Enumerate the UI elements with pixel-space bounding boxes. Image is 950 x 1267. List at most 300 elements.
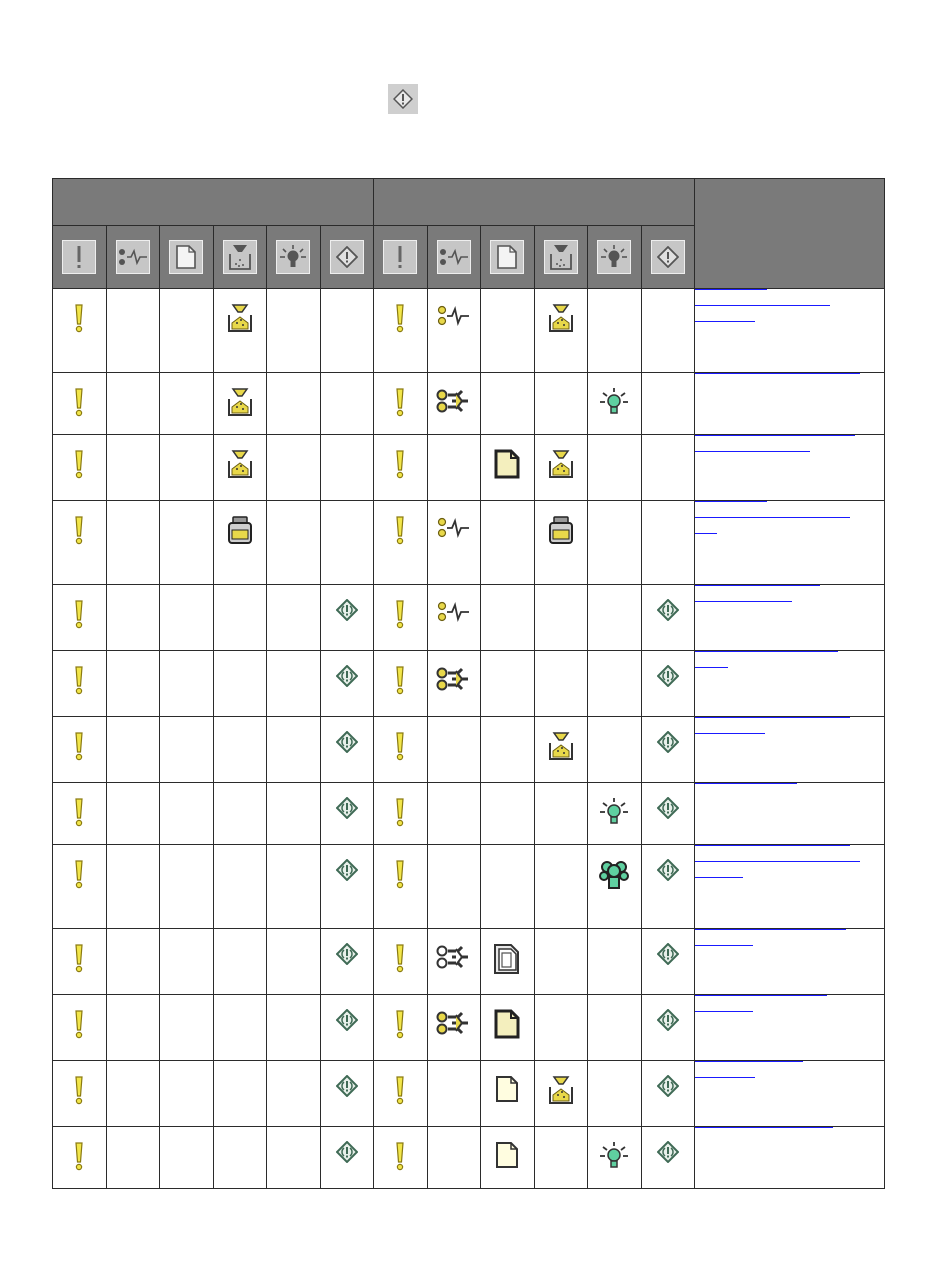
header-page-right: [481, 226, 535, 289]
table-cell: [267, 929, 321, 995]
link-cell[interactable]: [695, 585, 885, 651]
link[interactable]: [695, 651, 838, 652]
table-cell: [374, 845, 428, 929]
table-cell: [53, 1127, 107, 1189]
table-cell: [427, 585, 481, 651]
table-cell: [374, 1127, 428, 1189]
table-cell: [320, 373, 374, 435]
table-cell: [374, 1061, 428, 1127]
header-bulb-left: [267, 226, 321, 289]
table-cell: [320, 289, 374, 373]
signal-icon: [437, 599, 471, 630]
table-cell: [267, 995, 321, 1061]
diamond-icon: [657, 1009, 679, 1036]
table-cell: [213, 783, 267, 845]
table-cell: [427, 1061, 481, 1127]
table-cell: [534, 783, 588, 845]
table-cell: [641, 435, 695, 501]
warning-icon: [72, 515, 86, 550]
link-cell[interactable]: [695, 929, 885, 995]
table-cell: [588, 783, 642, 845]
table-cell: [267, 585, 321, 651]
table-cell: [320, 845, 374, 929]
table-cell: [160, 783, 214, 845]
table-row: [53, 929, 885, 995]
header-diamond-right: [641, 226, 695, 289]
table-cell: [481, 289, 535, 373]
warning-icon: [393, 943, 407, 978]
header-exclamation-left: [53, 226, 107, 289]
link[interactable]: [695, 435, 855, 436]
table-row: [53, 585, 885, 651]
table-cell: [267, 845, 321, 929]
table-cell: [53, 845, 107, 929]
warning-icon: [72, 599, 86, 634]
table-cell: [534, 1061, 588, 1127]
warning-icon: [72, 797, 86, 832]
table-cell: [160, 289, 214, 373]
header-group-left: [53, 179, 374, 226]
table-cell: [534, 585, 588, 651]
link[interactable]: [695, 451, 810, 452]
warning-icon: [72, 387, 86, 422]
table-cell: [641, 651, 695, 717]
table-cell: [427, 1127, 481, 1189]
warning-icon: [72, 1009, 86, 1044]
table-cell: [481, 845, 535, 929]
table-cell: [320, 501, 374, 585]
table-cell: [427, 501, 481, 585]
table-cell: [641, 845, 695, 929]
bulb-icon: [599, 797, 629, 832]
link-cell[interactable]: [695, 435, 885, 501]
link[interactable]: [695, 667, 728, 668]
table-cell: [106, 929, 160, 995]
table-cell: [213, 373, 267, 435]
signal-icon: [437, 303, 471, 334]
bulb-icon: [599, 1141, 629, 1176]
diamond-icon: [336, 1075, 358, 1102]
status-table: [52, 178, 885, 1189]
warning-icon: [72, 859, 86, 894]
table-cell: [53, 373, 107, 435]
table-cell: [160, 1061, 214, 1127]
table-cell: [427, 929, 481, 995]
table-cell: [588, 1127, 642, 1189]
header-exclamation-right: [374, 226, 428, 289]
table-cell: [320, 1061, 374, 1127]
table-cell: [374, 435, 428, 501]
table-cell: [213, 289, 267, 373]
warning-icon: [393, 1075, 407, 1110]
diamond-icon: [657, 943, 679, 970]
link[interactable]: [695, 501, 767, 502]
table-cell: [106, 845, 160, 929]
table-cell: [160, 995, 214, 1061]
table-cell: [534, 717, 588, 783]
table-cell: [53, 651, 107, 717]
table-cell: [53, 783, 107, 845]
toner-icon: [227, 303, 253, 338]
table-cell: [534, 845, 588, 929]
table-cell: [374, 585, 428, 651]
table-cell: [160, 717, 214, 783]
fan-bulb-icon: [598, 859, 630, 896]
table-cell: [160, 435, 214, 501]
table-cell: [106, 501, 160, 585]
header-bulb-right: [588, 226, 642, 289]
table-cell: [588, 929, 642, 995]
table-cell: [588, 717, 642, 783]
warning-icon: [72, 1075, 86, 1110]
table-cell: [106, 651, 160, 717]
link-cell[interactable]: [695, 717, 885, 783]
table-row: [53, 1127, 885, 1189]
table-cell: [213, 845, 267, 929]
table-cell: [427, 651, 481, 717]
table-cell: [267, 717, 321, 783]
table-cell: [53, 501, 107, 585]
table-cell: [641, 995, 695, 1061]
table-cell: [267, 783, 321, 845]
toner-icon: [548, 731, 574, 766]
link[interactable]: [695, 1127, 833, 1128]
warning-icon: [72, 1141, 86, 1176]
table-cell: [53, 289, 107, 373]
signal-icon: [437, 240, 471, 274]
warning-icon: [393, 797, 407, 832]
table-cell: [374, 995, 428, 1061]
warning-icon: [72, 303, 86, 338]
page-bold-icon: [493, 1009, 521, 1044]
table-cell: [374, 717, 428, 783]
link[interactable]: [695, 929, 846, 930]
warning-icon: [72, 449, 86, 484]
table-cell: [534, 651, 588, 717]
table-cell: [320, 435, 374, 501]
table-cell: [374, 783, 428, 845]
table-cell: [267, 501, 321, 585]
table-cell: [641, 501, 695, 585]
table-cell: [213, 651, 267, 717]
table-cell: [481, 1127, 535, 1189]
link[interactable]: [695, 717, 850, 718]
link[interactable]: [695, 995, 827, 996]
link-cell[interactable]: [695, 1127, 885, 1189]
table-cell: [213, 1061, 267, 1127]
table-cell: [427, 373, 481, 435]
table-cell: [427, 435, 481, 501]
link[interactable]: [695, 877, 743, 878]
table-cell: [320, 717, 374, 783]
table-cell: [588, 995, 642, 1061]
table-cell: [160, 845, 214, 929]
header-signal-right: [427, 226, 481, 289]
table-cell: [534, 501, 588, 585]
header-links-column: [695, 179, 885, 289]
header-diamond-left: [320, 226, 374, 289]
menu-diamond-icon: [388, 84, 418, 114]
table-cell: [641, 289, 695, 373]
table-cell: [213, 435, 267, 501]
table-cell: [374, 929, 428, 995]
ink-icon: [547, 515, 575, 550]
table-cell: [588, 435, 642, 501]
link[interactable]: [695, 1011, 753, 1012]
table-cell: [481, 651, 535, 717]
signal-icon: [116, 240, 150, 274]
table-cell: [267, 289, 321, 373]
table-cell: [106, 585, 160, 651]
link[interactable]: [695, 733, 765, 734]
table-cell: [160, 929, 214, 995]
header-toner-right: [534, 226, 588, 289]
table-cell: [374, 501, 428, 585]
exclamation-icon: [383, 240, 417, 274]
diamond-icon: [657, 1075, 679, 1102]
table-row: [53, 373, 885, 435]
table-cell: [53, 1061, 107, 1127]
table-cell: [481, 373, 535, 435]
table-cell: [160, 373, 214, 435]
warning-icon: [393, 449, 407, 484]
link-cell[interactable]: [695, 289, 885, 373]
table-cell: [481, 717, 535, 783]
table-cell: [534, 435, 588, 501]
diamond-icon: [336, 943, 358, 970]
warning-icon: [393, 303, 407, 338]
table-cell: [213, 501, 267, 585]
toner-icon: [548, 303, 574, 338]
toner-icon: [227, 387, 253, 422]
diamond-icon: [336, 797, 358, 824]
header-toner-left: [213, 226, 267, 289]
link[interactable]: [695, 1077, 755, 1078]
page-icon: [169, 240, 203, 274]
table-cell: [481, 1061, 535, 1127]
table-cell: [106, 435, 160, 501]
table-cell: [106, 289, 160, 373]
table-cell: [481, 501, 535, 585]
table-cell: [641, 783, 695, 845]
table-cell: [641, 929, 695, 995]
table-cell: [53, 929, 107, 995]
diamond-icon: [336, 859, 358, 886]
table-cell: [267, 651, 321, 717]
link-cell[interactable]: [695, 373, 885, 435]
table-row: [53, 783, 885, 845]
table-cell: [588, 501, 642, 585]
table-cell: [267, 1061, 321, 1127]
table-cell: [160, 1127, 214, 1189]
link[interactable]: [695, 289, 767, 290]
link-cell[interactable]: [695, 651, 885, 717]
pages-icon: [492, 943, 522, 980]
table-cell: [588, 1061, 642, 1127]
table-cell: [641, 1061, 695, 1127]
toner-icon: [548, 1075, 574, 1110]
diamond-icon: [657, 1141, 679, 1168]
link-cell[interactable]: [695, 995, 885, 1061]
table-cell: [374, 289, 428, 373]
table-cell: [213, 585, 267, 651]
table-cell: [481, 585, 535, 651]
table-cell: [534, 929, 588, 995]
table-cell: [213, 1127, 267, 1189]
toner-icon: [544, 240, 578, 274]
diamond-icon: [336, 1009, 358, 1036]
link[interactable]: [695, 601, 792, 602]
table-row: [53, 717, 885, 783]
diamond-icon: [657, 665, 679, 692]
table-cell: [53, 585, 107, 651]
table-cell: [320, 783, 374, 845]
table-row: [53, 435, 885, 501]
diamond-icon: [336, 599, 358, 626]
table-row: [53, 651, 885, 717]
table-cell: [106, 1061, 160, 1127]
table-cell: [641, 585, 695, 651]
table-row: [53, 845, 885, 929]
table-cell: [213, 717, 267, 783]
warning-icon: [393, 1009, 407, 1044]
link[interactable]: [695, 305, 830, 306]
link-cell[interactable]: [695, 783, 885, 845]
diamond-icon: [657, 797, 679, 824]
signal-fan-icon: [436, 387, 472, 420]
table-row: [53, 995, 885, 1061]
warning-icon: [393, 859, 407, 894]
bulb-icon: [599, 387, 629, 422]
page-bold-icon: [493, 449, 521, 484]
table-cell: [160, 501, 214, 585]
table-cell: [106, 1127, 160, 1189]
table-cell: [534, 373, 588, 435]
table-cell: [481, 435, 535, 501]
toner-icon: [223, 240, 257, 274]
link[interactable]: [695, 321, 755, 322]
table-cell: [320, 929, 374, 995]
table-cell: [641, 1127, 695, 1189]
table-cell: [534, 995, 588, 1061]
warning-icon: [393, 665, 407, 700]
link[interactable]: [695, 861, 860, 862]
table-row: [53, 1061, 885, 1127]
warning-icon: [393, 515, 407, 550]
table-row: [53, 289, 885, 373]
table-cell: [374, 373, 428, 435]
table-cell: [481, 929, 535, 995]
table-cell: [160, 651, 214, 717]
link[interactable]: [695, 533, 717, 534]
diamond-icon: [651, 240, 685, 274]
table-cell: [481, 783, 535, 845]
table-cell: [320, 585, 374, 651]
diamond-icon: [330, 240, 364, 274]
bulb-icon: [597, 240, 631, 274]
table-row: [53, 501, 885, 585]
signal-fan-icon: [436, 1009, 472, 1042]
table-cell: [213, 929, 267, 995]
link[interactable]: [695, 517, 850, 518]
table-cell: [427, 289, 481, 373]
warning-icon: [72, 665, 86, 700]
warning-icon: [393, 1141, 407, 1176]
signal-icon: [437, 515, 471, 546]
warning-icon: [393, 387, 407, 422]
ink-icon: [226, 515, 254, 550]
bulb-icon: [276, 240, 310, 274]
diamond-icon: [657, 859, 679, 886]
signal-fan-icon: [436, 665, 472, 698]
table-cell: [320, 651, 374, 717]
table-cell: [374, 651, 428, 717]
table-cell: [53, 717, 107, 783]
warning-icon: [393, 731, 407, 766]
toner-icon: [548, 449, 574, 484]
header-group-right: [374, 179, 695, 226]
table-cell: [427, 995, 481, 1061]
link[interactable]: [695, 783, 797, 784]
table-cell: [534, 1127, 588, 1189]
table-cell: [588, 651, 642, 717]
table-cell: [427, 717, 481, 783]
warning-icon: [72, 731, 86, 766]
warning-icon: [72, 943, 86, 978]
diamond-icon: [657, 731, 679, 758]
exclamation-icon: [62, 240, 96, 274]
diamond-icon: [336, 1141, 358, 1168]
diamond-icon: [336, 731, 358, 758]
table-cell: [106, 717, 160, 783]
link[interactable]: [695, 373, 860, 374]
table-cell: [53, 995, 107, 1061]
table-cell: [641, 717, 695, 783]
link-cell[interactable]: [695, 845, 885, 929]
link-cell[interactable]: [695, 501, 885, 585]
link[interactable]: [695, 585, 820, 586]
table-cell: [106, 373, 160, 435]
table-cell: [534, 289, 588, 373]
table-cell: [641, 373, 695, 435]
diamond-icon: [657, 599, 679, 626]
signal-fan-outline-icon: [436, 943, 472, 976]
table-cell: [481, 995, 535, 1061]
table-cell: [106, 995, 160, 1061]
table-cell: [106, 783, 160, 845]
header-page-left: [160, 226, 214, 289]
table-cell: [213, 995, 267, 1061]
table-cell: [267, 1127, 321, 1189]
table-cell: [588, 845, 642, 929]
table-cell: [53, 435, 107, 501]
table-cell: [160, 585, 214, 651]
link[interactable]: [695, 1061, 803, 1062]
link[interactable]: [695, 845, 850, 846]
link[interactable]: [695, 945, 753, 946]
table-cell: [427, 783, 481, 845]
header-signal-left: [106, 226, 160, 289]
link-cell[interactable]: [695, 1061, 885, 1127]
page-icon: [494, 1141, 520, 1174]
table-cell: [320, 995, 374, 1061]
diamond-icon: [336, 665, 358, 692]
table-cell: [267, 435, 321, 501]
page-icon: [494, 1075, 520, 1108]
table-cell: [427, 845, 481, 929]
table-cell: [320, 1127, 374, 1189]
table-cell: [267, 373, 321, 435]
